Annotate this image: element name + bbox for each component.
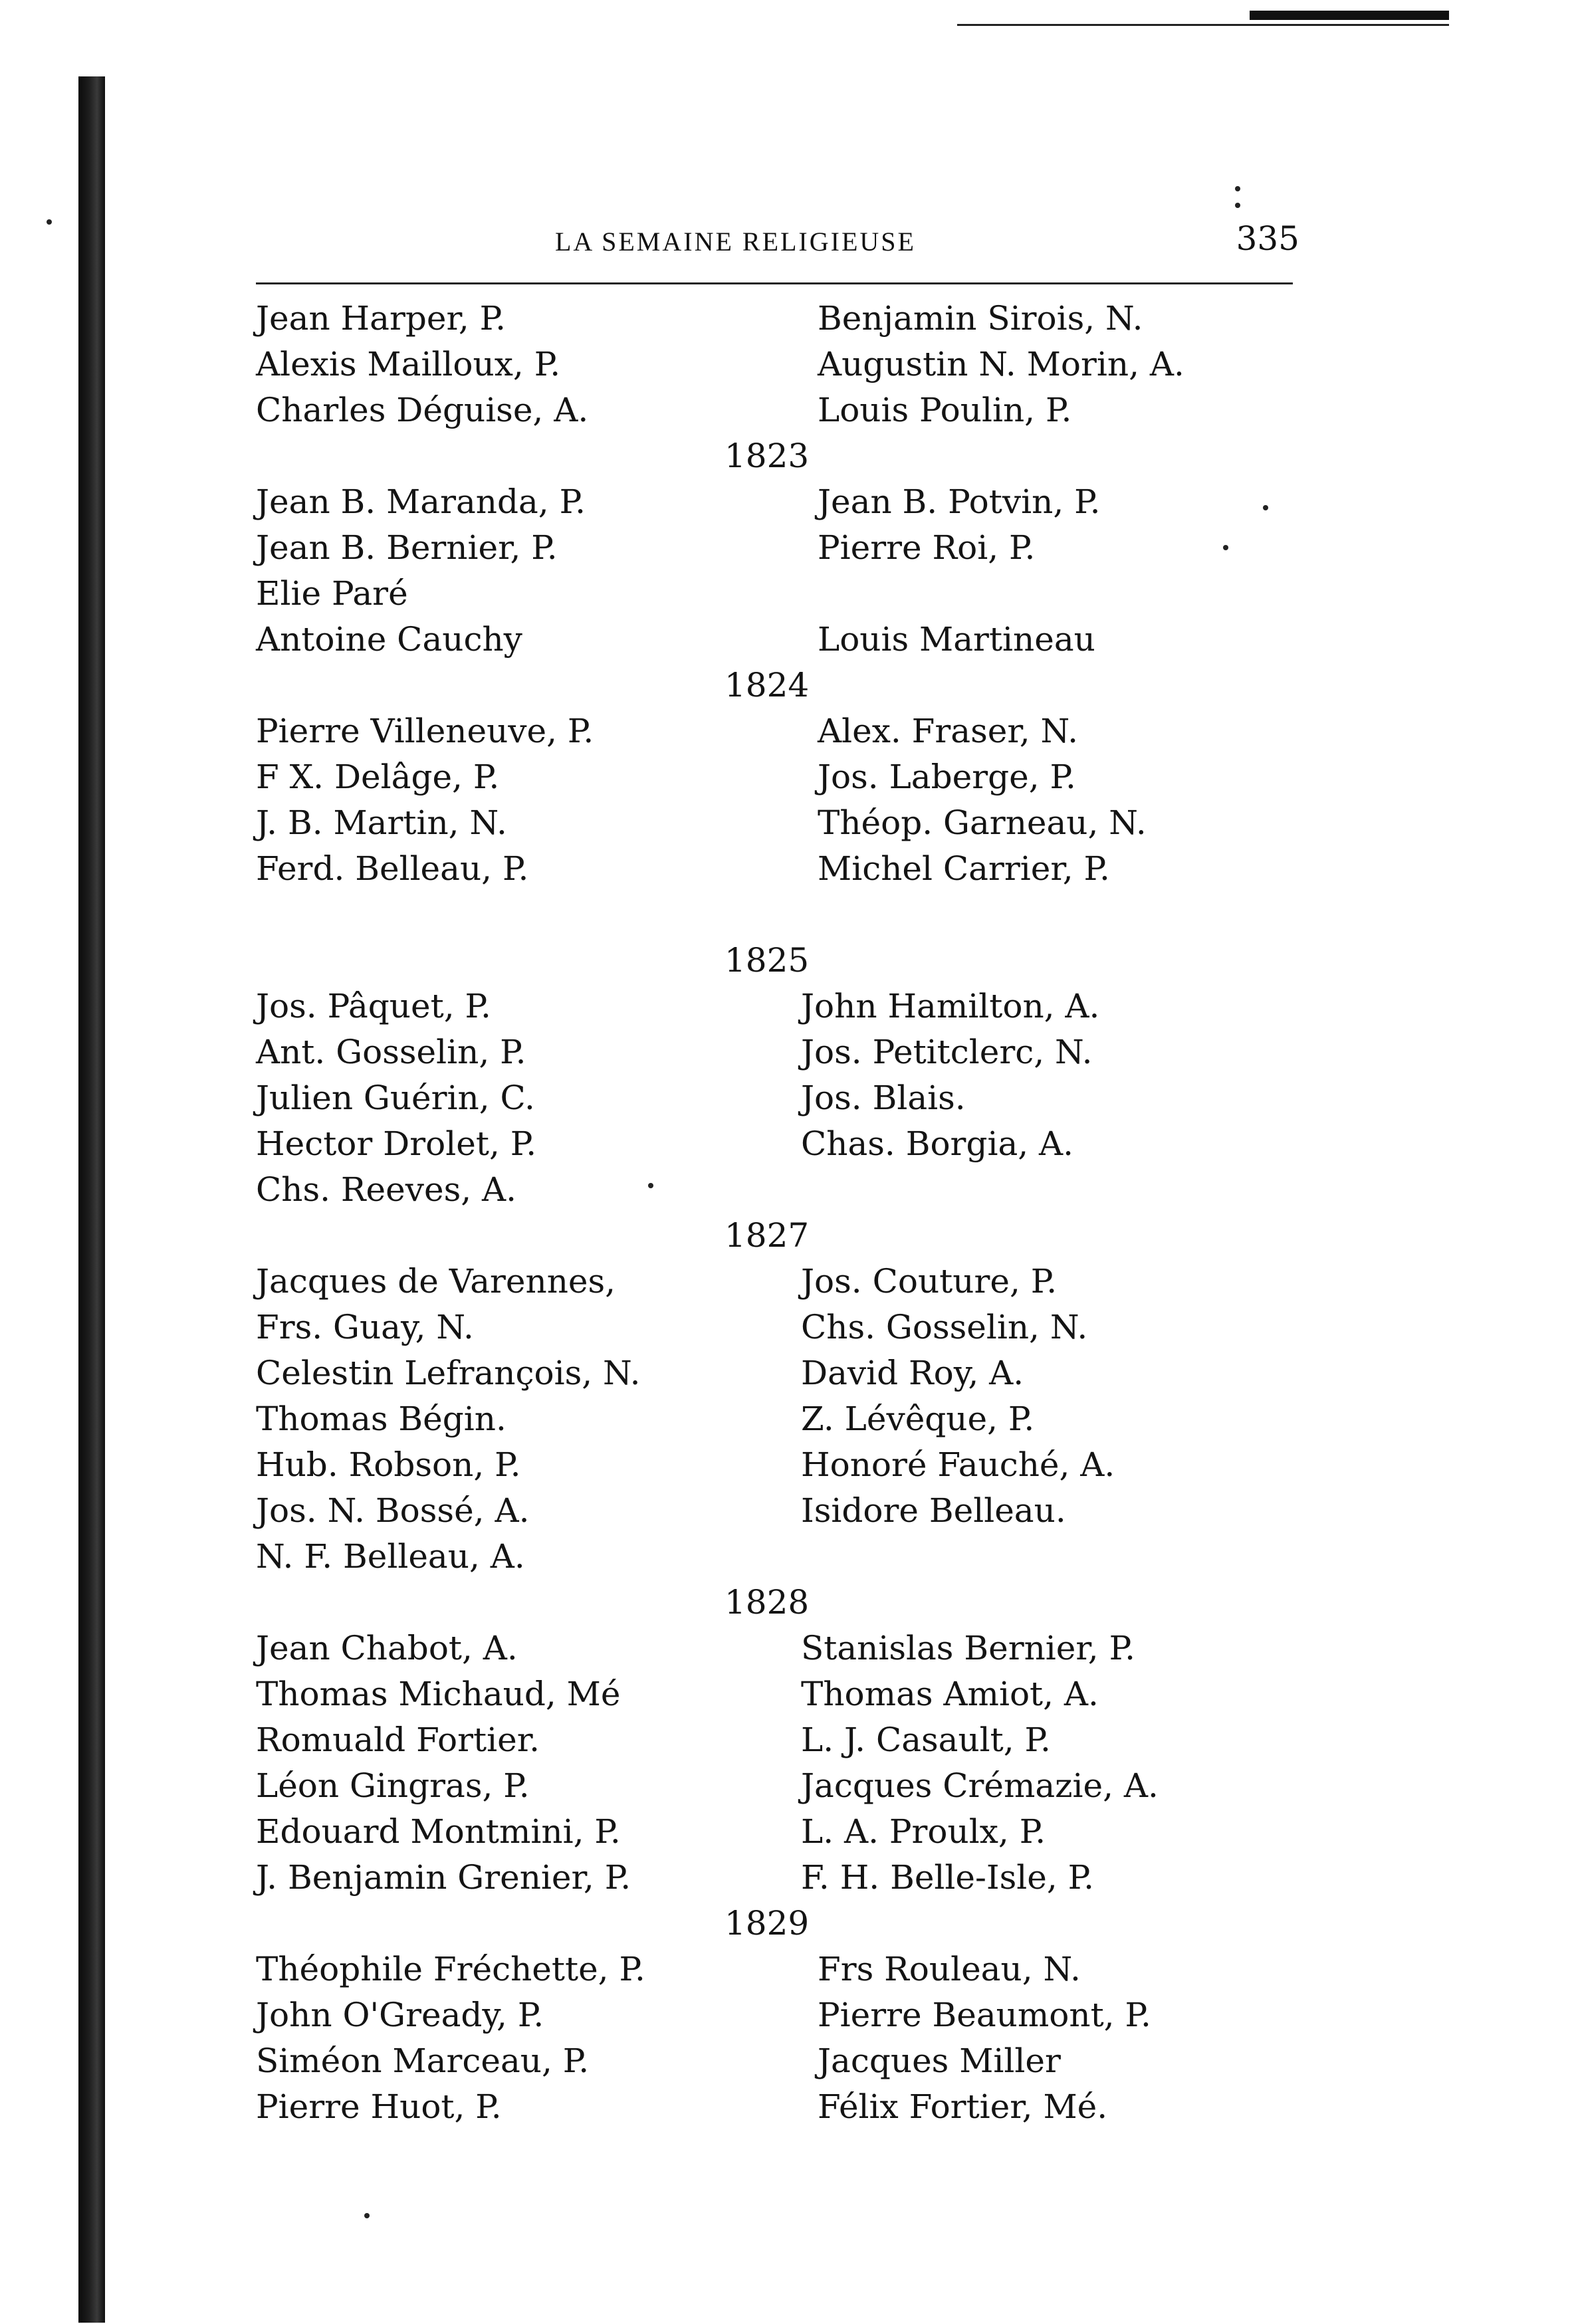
right-name-entry: Augustin N. Morin, A. (818, 345, 1184, 383)
running-title: LA SEMAINE RELIGIEUSE (555, 227, 916, 257)
year-heading: 1829 (725, 1904, 810, 1943)
right-name-entry: Isidore Belleau. (801, 1491, 1066, 1530)
right-name-entry: Jos. Laberge, P. (818, 758, 1076, 796)
right-name-entry: Jean B. Potvin, P. (818, 482, 1101, 521)
left-name-entry: Jean Harper, P. (256, 299, 506, 338)
right-name-entry: Thomas Amiot, A. (801, 1675, 1099, 1713)
top-thin-rule (957, 24, 1449, 26)
left-name-entry: Ant. Gosselin, P. (256, 1033, 526, 1071)
right-name-entry: Jos. Couture, P. (801, 1262, 1058, 1301)
binding-edge (78, 76, 105, 2323)
header-rule (256, 282, 1293, 284)
left-name-entry: Hector Drolet, P. (256, 1124, 537, 1163)
left-name-entry: Léon Gingras, P. (256, 1766, 530, 1805)
right-name-entry: Z. Lévêque, P. (801, 1400, 1035, 1438)
left-name-entry: John O'Gready, P. (256, 1996, 544, 2034)
ink-speck (1263, 505, 1268, 510)
right-name-entry: Michel Carrier, P. (818, 849, 1110, 888)
page-number: 335 (1236, 219, 1299, 258)
left-name-entry: Ferd. Belleau, P. (256, 849, 529, 888)
left-name-entry: J. Benjamin Grenier, P. (256, 1858, 631, 1897)
ink-speck (648, 1183, 653, 1188)
right-name-entry: Jos. Blais. (801, 1079, 966, 1117)
right-name-entry: Stanislas Bernier, P. (801, 1629, 1135, 1667)
left-spacer (256, 433, 645, 479)
ink-speck (1235, 203, 1240, 208)
right-name-entry: John Hamilton, A. (801, 987, 1100, 1025)
right-spacer (718, 1534, 1184, 1580)
left-name-entry: F X. Delâge, P. (256, 758, 500, 796)
right-name-entry: Louis Poulin, P. (818, 391, 1072, 429)
right-spacer (718, 1167, 1184, 1213)
right-name-entry: L. J. Casault, P. (801, 1721, 1051, 1759)
right-name-entry: Benjamin Sirois, N. (818, 299, 1143, 338)
running-head (256, 219, 1319, 272)
right-name-entry: F. H. Belle-Isle, P. (801, 1858, 1095, 1897)
left-name-entry: J. B. Martin, N. (256, 803, 507, 842)
left-name-entry: Pierre Villeneuve, P. (256, 712, 594, 750)
year-heading: 1827 (725, 1216, 810, 1255)
left-name-entry: Thomas Michaud, Mé (256, 1675, 621, 1713)
year-heading: 1828 (725, 1583, 810, 1622)
left-name-entry: Jean Chabot, A. (256, 1629, 518, 1667)
year-heading: 1824 (725, 666, 810, 704)
year-heading: 1825 (725, 941, 810, 980)
left-name-entry: Celestin Lefrançois, N. (256, 1354, 641, 1392)
right-name-entry: Pierre Roi, P. (818, 528, 1036, 567)
right-name-entry: Honoré Fauché, A. (801, 1445, 1115, 1484)
left-name-entry: Jos. Pâquet, P. (256, 987, 491, 1025)
left-name-entry: Pierre Huot, P. (256, 2087, 502, 2126)
right-name-entry: David Roy, A. (801, 1354, 1024, 1392)
right-name-entry: Chas. Borgia, A. (801, 1124, 1074, 1163)
ink-speck (1223, 545, 1228, 550)
left-name-entry: Alexis Mailloux, P. (256, 345, 561, 383)
right-name-entry: Jacques Miller (818, 2042, 1061, 2080)
top-decorative-rule (957, 7, 1449, 27)
right-name-entry: Louis Martineau (818, 620, 1095, 659)
right-name-entry: Alex. Fraser, N. (818, 712, 1078, 750)
right-spacer (718, 571, 1184, 617)
left-spacer (256, 1580, 645, 1626)
left-name-entry: Elie Paré (256, 574, 408, 613)
left-name-entry: Antoine Cauchy (256, 620, 522, 659)
left-name-entry: Romuald Fortier. (256, 1721, 540, 1759)
left-name-entry: Julien Guérin, C. (256, 1079, 535, 1117)
left-name-entry: Théophile Fréchette, P. (256, 1950, 645, 1988)
left-spacer (256, 938, 645, 984)
right-spacer (718, 892, 1184, 938)
left-name-entry: Siméon Marceau, P. (256, 2042, 590, 2080)
left-name-entry: Frs. Guay, N. (256, 1308, 474, 1346)
year-heading: 1823 (725, 437, 810, 475)
left-name-entry: Jos. N. Bossé, A. (256, 1491, 530, 1530)
left-name-entry: Jean B. Maranda, P. (256, 482, 586, 521)
right-column (718, 296, 1184, 2130)
left-spacer (256, 1213, 645, 1259)
left-spacer (256, 892, 645, 938)
left-name-entry: Hub. Robson, P. (256, 1445, 521, 1484)
left-column (256, 296, 645, 2130)
left-name-entry: Jean B. Bernier, P. (256, 528, 558, 567)
left-name-entry: Chs. Reeves, A. (256, 1170, 517, 1209)
left-spacer (256, 1901, 645, 1947)
right-name-entry: Jacques Crémazie, A. (801, 1766, 1159, 1805)
right-name-entry: Jos. Petitclerc, N. (801, 1033, 1093, 1071)
top-thick-rule (1250, 11, 1449, 20)
ink-speck (47, 219, 52, 225)
ink-speck (1235, 186, 1240, 191)
ink-speck (364, 2213, 370, 2218)
right-name-entry: Chs. Gosselin, N. (801, 1308, 1088, 1346)
left-name-entry: N. F. Belleau, A. (256, 1537, 525, 1576)
right-name-entry: L. A. Proulx, P. (801, 1812, 1046, 1851)
left-spacer (256, 663, 645, 708)
right-name-entry: Frs Rouleau, N. (818, 1950, 1081, 1988)
right-name-entry: Pierre Beaumont, P. (818, 1996, 1151, 2034)
left-name-entry: Charles Déguise, A. (256, 391, 589, 429)
left-name-entry: Thomas Bégin. (256, 1400, 506, 1438)
right-name-entry: Théop. Garneau, N. (818, 803, 1147, 842)
left-name-entry: Edouard Montmini, P. (256, 1812, 621, 1851)
left-name-entry: Jacques de Varennes, (256, 1262, 616, 1301)
right-name-entry: Félix Fortier, Mé. (818, 2087, 1108, 2126)
